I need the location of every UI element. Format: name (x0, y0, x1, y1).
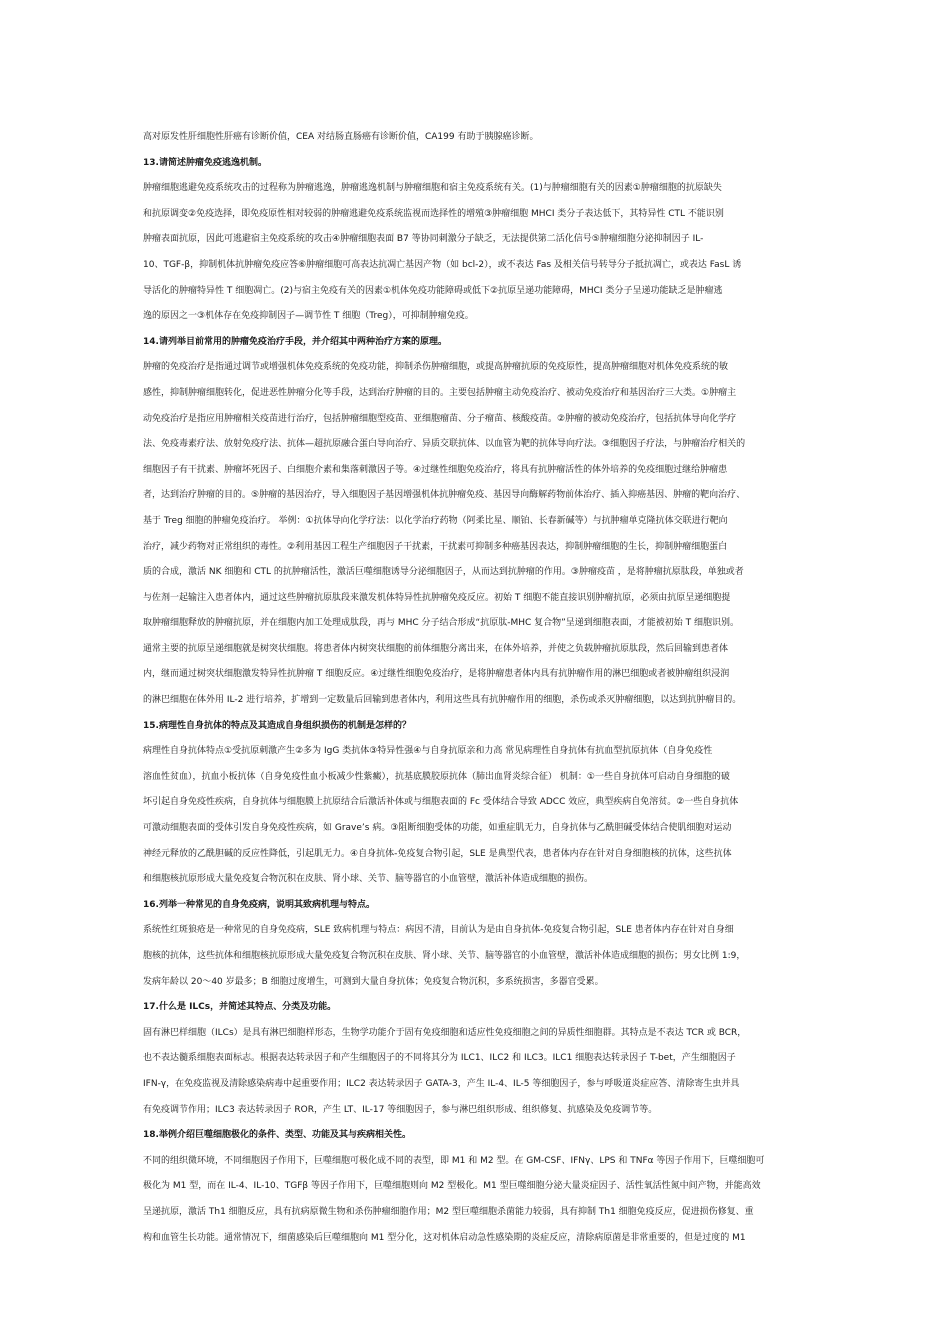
body-text-line: 也不表达髓系细胞表面标志。根据表达转录因子和产生细胞因子的不同将其分为 ILC1、ILC2 和 ILC3。ILC1 细胞表达转录因子 T-bet，产生细胞因子 (143, 1053, 736, 1064)
body-text-line: 逸的原因之一③机体存在免疫抑制因子—调节性 T 细胞（Treg），可抑制肿瘤免疫。 (143, 311, 474, 322)
body-text-line: 肿瘤细胞逃避免疫系统攻击的过程称为肿瘤逃逸，肿瘤逃逸机制与肿瘤细胞和宿主免疫系统有关。(1)与肿瘤细胞有关的因素①肿瘤细胞的抗原缺失 (143, 183, 722, 194)
body-text-line: 不同的组织微环境，不同细胞因子作用下，巨噬细胞可极化成不同的表型，即 M1 和 M2 型。在 GM-CSF、IFNγ、LPS 和 TNFα 等因子作用下，巨噬细胞可 (143, 1155, 765, 1166)
body-text-line: 者，达到治疗肿瘤的目的。⑤肿瘤的基因治疗，导入细胞因子基因增强机体抗肿瘤免疫、基因导向酶解药物前体治疗、插入抑癌基因、肿瘤的靶向治疗、 (143, 490, 746, 501)
body-text-line: IFN-γ，在免疫监视及清除感染病毒中起重要作用；ILC2 表达转录因子 GATA-3，产生 IL-4、IL-5 等细胞因子，参与呼吸道炎症应答、清除寄生虫并具 (143, 1078, 740, 1089)
body-text-line: 有免疫调节作用；ILC3 表达转录因子 ROR，产生 LT、IL-17 等细胞因子，参与淋巴组织形成、组织修复、抗感染及免疫调节等。 (143, 1104, 658, 1115)
document-page (143, 125, 811, 1251)
question-heading: 15.病理性自身抗体的特点及其造成自身组织损伤的机制是怎样的？ (143, 720, 411, 731)
body-text-line: 通常主要的抗原呈递细胞就是树突状细胞。将患者体内树突状细胞的前体细胞分离出来，在体外培养，并使之负载肿瘤抗原肽段，然后回输到患者体 (143, 643, 729, 654)
body-text-line: 感性，抑制肿瘤细胞转化，促进恶性肿瘤分化等手段，达到治疗肿瘤的目的。主要包括肿瘤主动免疫治疗、被动免疫治疗和基因治疗三大类。①肿瘤主 (143, 387, 737, 398)
body-text-line: 肿瘤的免疫治疗是指通过调节或增强机体免疫系统的免疫功能，抑制杀伤肿瘤细胞，或提高肿瘤抗原的免疫原性，提高肿瘤细胞对机体免疫系统的敏 (143, 362, 729, 373)
question-heading: 17.什么是 ILCs，并简述其特点、分类及功能。 (143, 1002, 337, 1013)
question-heading: 16.列举一种常见的自身免疫病，说明其致病机理与特点。 (143, 899, 375, 910)
body-text-line: 溶血性贫血），抗血小板抗体（自身免疫性血小板减少性紫癜），抗基底膜胶原抗体（肺出血肾炎综合征） 机制：①一些自身抗体可启动自身细胞的破 (143, 771, 730, 782)
body-text-line: 系统性红斑狼疮是一种常见的自身免疫病，SLE 致病机理与特点：病因不清，目前认为是由自身抗体-免疫复合物引起，SLE 患者体内存在针对自身细 (143, 925, 734, 936)
body-text-line: 肿瘤表面抗原，因此可逃避宿主免疫系统的攻击④肿瘤细胞表面 B7 等协同刺激分子缺乏，无法提供第二活化信号⑤肿瘤细胞分泌抑制因子 IL- (143, 234, 704, 245)
body-text-line: 质的合成，激活 NK 细胞和 CTL 的抗肿瘤活性，激活巨噬细胞诱导分泌细胞因子，从而达到抗肿瘤的作用。③肿瘤疫苗 ，是将肿瘤抗原肽段，单独或者 (143, 567, 744, 578)
body-text-line: 10、TGF-β，抑制机体抗肿瘤免疫应答⑥肿瘤细胞可高表达抗凋亡基因产物（如 bcl-2），或不表达 Fas 及相关信号转导分子抵抗凋亡，或表达 FasL 诱 (143, 259, 742, 270)
question-heading: 18.举例介绍巨噬细胞极化的条件、类型、功能及其与疾病相关性。 (143, 1130, 411, 1141)
body-text-line: 高对原发性肝细胞性肝癌有诊断价值，CEA 对结肠直肠癌有诊断价值，CA199 有助于胰腺癌诊断。 (143, 132, 539, 142)
body-text-line: 取肿瘤细胞释放的肿瘤抗原，并在细胞内加工处理成肽段，再与 MHC 分子结合形成“抗原肽-MHC 复合物”呈递到细胞表面，才能被初始 T 细胞识别。 (143, 618, 740, 629)
body-text-line: 和抗原调变②免疫选择，即免疫原性相对较弱的肿瘤逃避免疫系统监视而选择性的增殖③肿瘤细胞 MHCⅠ 类分子表达低下，其特异性 CTL 不能识别 (143, 208, 724, 219)
question-heading: 13.请简述肿瘤免疫逃逸机制。 (143, 157, 267, 168)
body-text-line: 的淋巴细胞在体外用 IL-2 进行培养，扩增到一定数量后回输到患者体内，利用这些具有抗肿瘤作用的细胞，杀伤或杀灭肿瘤细胞，以达到抗肿瘤目的。 (143, 695, 742, 706)
body-text-line: 治疗，减少药物对正常组织的毒性。②利用基因工程生产细胞因子干扰素，干扰素可抑制多种癌基因表达，抑制肿瘤细胞的生长，抑制肿瘤细胞蛋白 (143, 541, 728, 552)
body-text-line: 极化为 M1 型，而在 IL-4、IL-10、TGFβ 等因子作用下，巨噬细胞则向 M2 型极化。M1 型巨噬细胞分泌大量炎症因子、活性氧活性氮中间产物，并能高效 (143, 1181, 761, 1192)
body-text-line: 基于 Treg 细胞的肿瘤免疫治疗。 举例：①抗体导向化学疗法：以化学治疗药物（阿柔比星、顺铂、长春新碱等）与抗肿瘤单克隆抗体交联进行靶向 (143, 515, 728, 526)
body-text-line: 可激动细胞表面的受体引发自身免疫性疾病，如 Grave’s 病。③阻断细胞受体的功能，如重症肌无力，自身抗体与乙酰胆碱受体结合使肌细胞对运动 (143, 823, 732, 834)
body-text-line: 神经元释放的乙酰胆碱的反应性降低，引起肌无力。④自身抗体-免疫复合物引起，SLE 是典型代表，患者体内存在针对自身细胞核的抗体，这些抗体 (143, 848, 732, 859)
body-text-line: 细胞因子有干扰素、肿瘤坏死因子、白细胞介素和集落刺激因子等。④过继性细胞免疫治疗，将具有抗肿瘤活性的体外培养的免疫细胞过继给肿瘤患 (143, 464, 728, 475)
body-text-line: 法、免疫毒素疗法、放射免疫疗法、抗体—超抗原融合蛋白导向治疗、异质交联抗体、以血管为靶的抗体导向疗法。③细胞因子疗法，与肿瘤治疗相关的 (143, 439, 746, 450)
body-text-line: 呈递抗原，激活 Th1 细胞反应，具有抗病原微生物和杀伤肿瘤细胞作用；M2 型巨噬细胞杀菌能力较弱，具有抑制 Th1 细胞免疫反应，促进损伤修复、重 (143, 1206, 754, 1217)
body-text-line: 发病年龄以 20～40 岁最多；B 细胞过度增生，可测到大量自身抗体；免疫复合物沉积，多系统损害，多器官受累。 (143, 976, 604, 987)
question-heading: 14.请列举目前常用的肿瘤免疫治疗手段，并介绍其中两种治疗方案的原理。 (143, 336, 447, 347)
body-text-line: 构和血管生长功能。通常情况下，细菌感染后巨噬细胞向 M1 型分化，这对机体启动急性感染期的炎症反应，清除病原菌是非常重要的，但是过度的 M1 (143, 1232, 746, 1243)
body-text-line: 病理性自身抗体特点①受抗原刺激产生②多为 IgG 类抗体③特异性强④与自身抗原亲和力高 常见病理性自身抗体有抗血型抗原抗体（自身免疫性 (143, 746, 713, 757)
body-text-line: 导活化的肿瘤特异性 T 细胞凋亡。(2)与宿主免疫有关的因素①机体免疫功能障碍或低下②抗原呈递功能障碍，MHCⅠ 类分子呈递功能缺乏是肿瘤逃 (143, 285, 723, 296)
body-text-line: 与佐剂一起输注入患者体内，通过这些肿瘤抗原肽段来激发机体特异性抗肿瘤免疫反应。初始 T 细胞不能直接识别肿瘤抗原，必须由抗原呈递细胞提 (143, 592, 731, 603)
body-text-line: 内，继而通过树突状细胞激发特异性抗肿瘤 T 细胞反应。④过继性细胞免疫治疗，是将肿瘤患者体内具有抗肿瘤作用的淋巴细胞或者被肿瘤组织浸润 (143, 669, 730, 680)
body-text-line: 和细胞核抗原形成大量免疫复合物沉积在皮肤、肾小球、关节、脑等器官的小血管壁，激活补体造成细胞的损伤。 (143, 874, 594, 885)
body-text-line: 固有淋巴样细胞（ILCs）是具有淋巴细胞样形态，生物学功能介于固有免疫细胞和适应性免疫细胞之间的异质性细胞群。其特点是不表达 TCR 或 BCR， (143, 1027, 747, 1038)
body-text-line: 坏引起自身免疫性疾病，自身抗体与细胞膜上抗原结合后激活补体或与细胞表面的 Fc 受体结合导致 ADCC 效应，典型疾病自免溶贫。②一些自身抗体 (143, 797, 739, 808)
body-text-line: 胞核的抗体，这些抗体和细胞核抗原形成大量免疫复合物沉积在皮肤、肾小球、关节、脑等器官的小血管壁，激活补体造成细胞的损伤；男女比例 1:9， (143, 951, 746, 961)
body-text-line: 动免疫治疗是指应用肿瘤相关疫苗进行治疗，包括肿瘤细胞型疫苗、亚细胞瘤苗、分子瘤苗、核酸疫苗。②肿瘤的被动免疫治疗，包括抗体导向化学疗 (143, 413, 737, 424)
